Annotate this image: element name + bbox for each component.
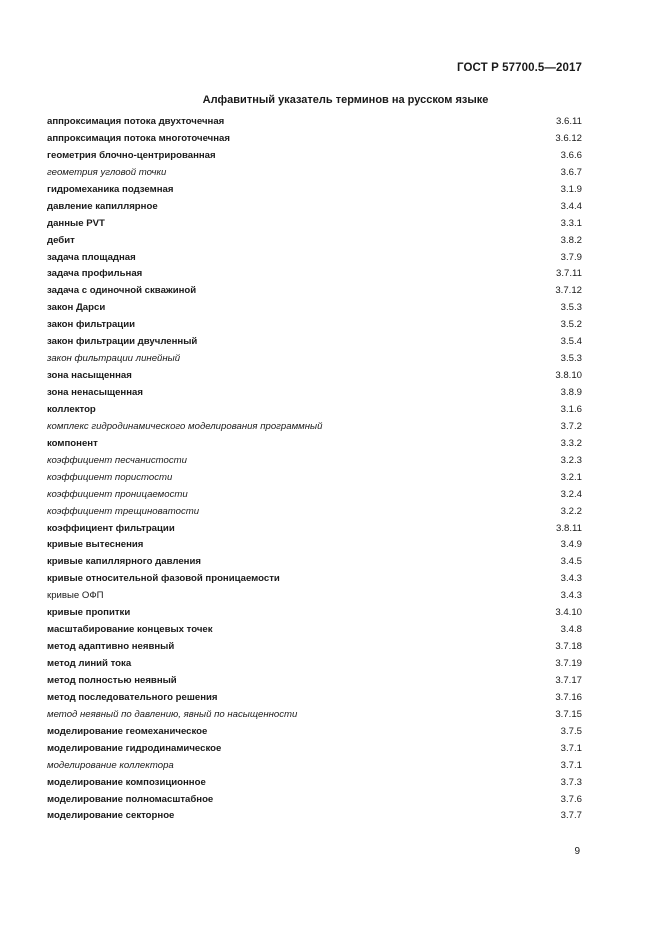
index-reference: 3.7.1 — [560, 742, 582, 754]
index-term: закон фильтрации линейный — [47, 353, 181, 365]
index-term: данные PVT — [47, 217, 105, 229]
index-reference: 3.4.3 — [560, 590, 582, 602]
index-entry — [47, 639, 584, 656]
index-entry — [47, 605, 584, 622]
index-reference: 3.1.9 — [560, 183, 582, 195]
index-term: аппроксимация потока многоточечная — [47, 132, 230, 144]
standard-code: ГОСТ Р 57700.5—2017 — [457, 62, 582, 74]
index-entry — [47, 656, 584, 673]
index-term: моделирование геомеханическое — [47, 725, 208, 737]
index-reference: 3.8.2 — [560, 234, 582, 246]
index-reference: 3.4.5 — [560, 556, 582, 568]
index-reference: 3.2.1 — [560, 471, 582, 483]
index-reference: 3.7.2 — [560, 420, 582, 432]
index-entry — [47, 673, 584, 690]
index-term: кривые ОФП — [47, 590, 104, 602]
index-entry — [47, 368, 584, 385]
index-reference: 3.2.2 — [560, 505, 582, 517]
index-entry — [47, 571, 584, 588]
index-term: моделирование коллектора — [47, 759, 174, 771]
index-entry — [47, 317, 584, 334]
index-entry — [47, 199, 584, 216]
index-reference: 3.4.8 — [560, 624, 582, 636]
index-term: моделирование композиционное — [47, 776, 206, 788]
index-entry — [47, 487, 584, 504]
index-reference: 3.8.9 — [560, 387, 582, 398]
index-term: моделирование секторное — [47, 810, 175, 822]
index-term: кривые капиллярного давления — [47, 556, 201, 568]
index-reference: 3.6.12 — [555, 132, 582, 144]
index-reference: 3.7.19 — [555, 658, 582, 669]
index-entry — [47, 266, 584, 283]
index-term: кривые пропитки — [47, 607, 131, 619]
index-entry — [47, 385, 584, 402]
index-entry — [47, 300, 584, 317]
index-entry — [47, 792, 584, 809]
index-term: геометрия угловой точки — [47, 166, 167, 178]
index-title: Алфавитный указатель терминов на русском языке — [202, 94, 489, 106]
index-entry — [47, 504, 584, 521]
index-term: комплекс гидродинамического моделирования программный — [47, 420, 323, 432]
index-term: зона насыщенная — [47, 370, 132, 382]
index-reference: 3.2.4 — [560, 488, 582, 500]
index-entry — [47, 453, 584, 470]
index-entry — [47, 165, 584, 182]
index-term: моделирование полномасштабное — [47, 793, 214, 805]
index-entry — [47, 131, 584, 148]
index-entry — [47, 216, 584, 233]
index-reference: 3.4.9 — [560, 539, 582, 551]
index-term: задача с одиночной скважиной — [47, 285, 197, 297]
index-reference: 3.6.11 — [556, 116, 582, 127]
index-term: закон фильтрации двучленный — [47, 336, 198, 348]
index-reference: 3.7.17 — [555, 674, 582, 686]
index-entry — [47, 758, 584, 775]
index-reference: 3.1.6 — [560, 403, 582, 415]
index-reference: 3.8.11 — [556, 522, 582, 534]
index-term: закон фильтрации — [47, 319, 136, 331]
index-reference: 3.7.15 — [555, 708, 582, 720]
index-reference: 3.7.18 — [555, 641, 582, 653]
index-reference: 3.2.3 — [560, 454, 582, 466]
index-term: коэффициент пористости — [47, 471, 173, 483]
index-term: метод неявный по давлению, явный по насыщенности — [47, 708, 298, 720]
index-term: зона ненасыщенная — [47, 387, 143, 398]
term-index-list — [47, 114, 584, 825]
index-term: кривые вытеснения — [47, 539, 144, 551]
index-entry — [47, 114, 584, 131]
page-number: 9 — [574, 846, 580, 857]
index-term: аппроксимация потока двухточечная — [47, 116, 225, 127]
index-entry — [47, 775, 584, 792]
index-term: метод адаптивно неявный — [47, 641, 175, 653]
index-term: гидромеханика подземная — [47, 183, 174, 195]
index-reference: 3.5.2 — [560, 319, 582, 331]
index-reference: 3.4.4 — [560, 200, 582, 212]
index-term: коэффициент песчанистости — [47, 454, 187, 466]
index-reference: 3.7.1 — [560, 759, 582, 771]
index-entry — [47, 182, 584, 199]
index-reference: 3.5.3 — [560, 353, 582, 365]
index-entry — [47, 724, 584, 741]
index-reference: 3.8.10 — [555, 370, 582, 382]
index-entry — [47, 402, 584, 419]
index-entry — [47, 351, 584, 368]
index-term: закон Дарси — [47, 302, 106, 314]
index-reference: 3.4.10 — [555, 607, 582, 619]
index-entry — [47, 283, 584, 300]
index-reference: 3.7.16 — [555, 691, 582, 703]
index-entry — [47, 741, 584, 758]
index-term: коэффициент проницаемости — [47, 488, 188, 500]
index-term: масштабирование концевых точек — [47, 624, 213, 636]
index-term: дебит — [47, 234, 75, 246]
index-term: компонент — [47, 437, 98, 449]
index-entry — [47, 537, 584, 554]
index-term: метод линий тока — [47, 658, 132, 669]
index-term: коэффициент фильтрации — [47, 522, 175, 534]
index-entry — [47, 148, 584, 165]
index-entry — [47, 250, 584, 267]
index-reference: 3.7.3 — [560, 776, 582, 788]
index-entry — [47, 233, 584, 250]
index-reference: 3.6.6 — [560, 149, 582, 161]
index-term: кривые относительной фазовой проницаемости — [47, 573, 280, 585]
index-reference: 3.7.9 — [560, 251, 582, 263]
index-entry — [47, 419, 584, 436]
index-reference: 3.7.11 — [556, 268, 582, 280]
index-entry — [47, 588, 584, 605]
index-entry — [47, 436, 584, 453]
index-entry — [47, 690, 584, 707]
index-term: давление капиллярное — [47, 200, 158, 212]
index-reference: 3.7.6 — [560, 793, 582, 805]
index-entry — [47, 521, 584, 538]
index-entry — [47, 554, 584, 571]
index-entry — [47, 622, 584, 639]
index-reference: 3.4.3 — [560, 573, 582, 585]
index-term: задача профильная — [47, 268, 143, 280]
index-reference: 3.7.7 — [560, 810, 582, 822]
index-reference: 3.5.3 — [560, 302, 582, 314]
index-reference: 3.7.5 — [560, 725, 582, 737]
index-term: геометрия блочно-центрированная — [47, 149, 216, 161]
index-reference: 3.3.2 — [560, 437, 582, 449]
index-reference: 3.6.7 — [560, 166, 582, 178]
index-reference: 3.7.12 — [555, 285, 582, 297]
index-entry — [47, 808, 584, 825]
index-term: метод полностью неявный — [47, 674, 177, 686]
index-term: коллектор — [47, 403, 96, 415]
index-term: моделирование гидродинамическое — [47, 742, 222, 754]
index-term: коэффициент трещиноватости — [47, 505, 200, 517]
index-term: метод последовательного решения — [47, 691, 218, 703]
index-reference: 3.5.4 — [560, 336, 582, 348]
index-term: задача площадная — [47, 251, 136, 263]
index-entry — [47, 470, 584, 487]
index-entry — [47, 707, 584, 724]
index-entry — [47, 334, 584, 351]
index-reference: 3.3.1 — [560, 217, 582, 229]
